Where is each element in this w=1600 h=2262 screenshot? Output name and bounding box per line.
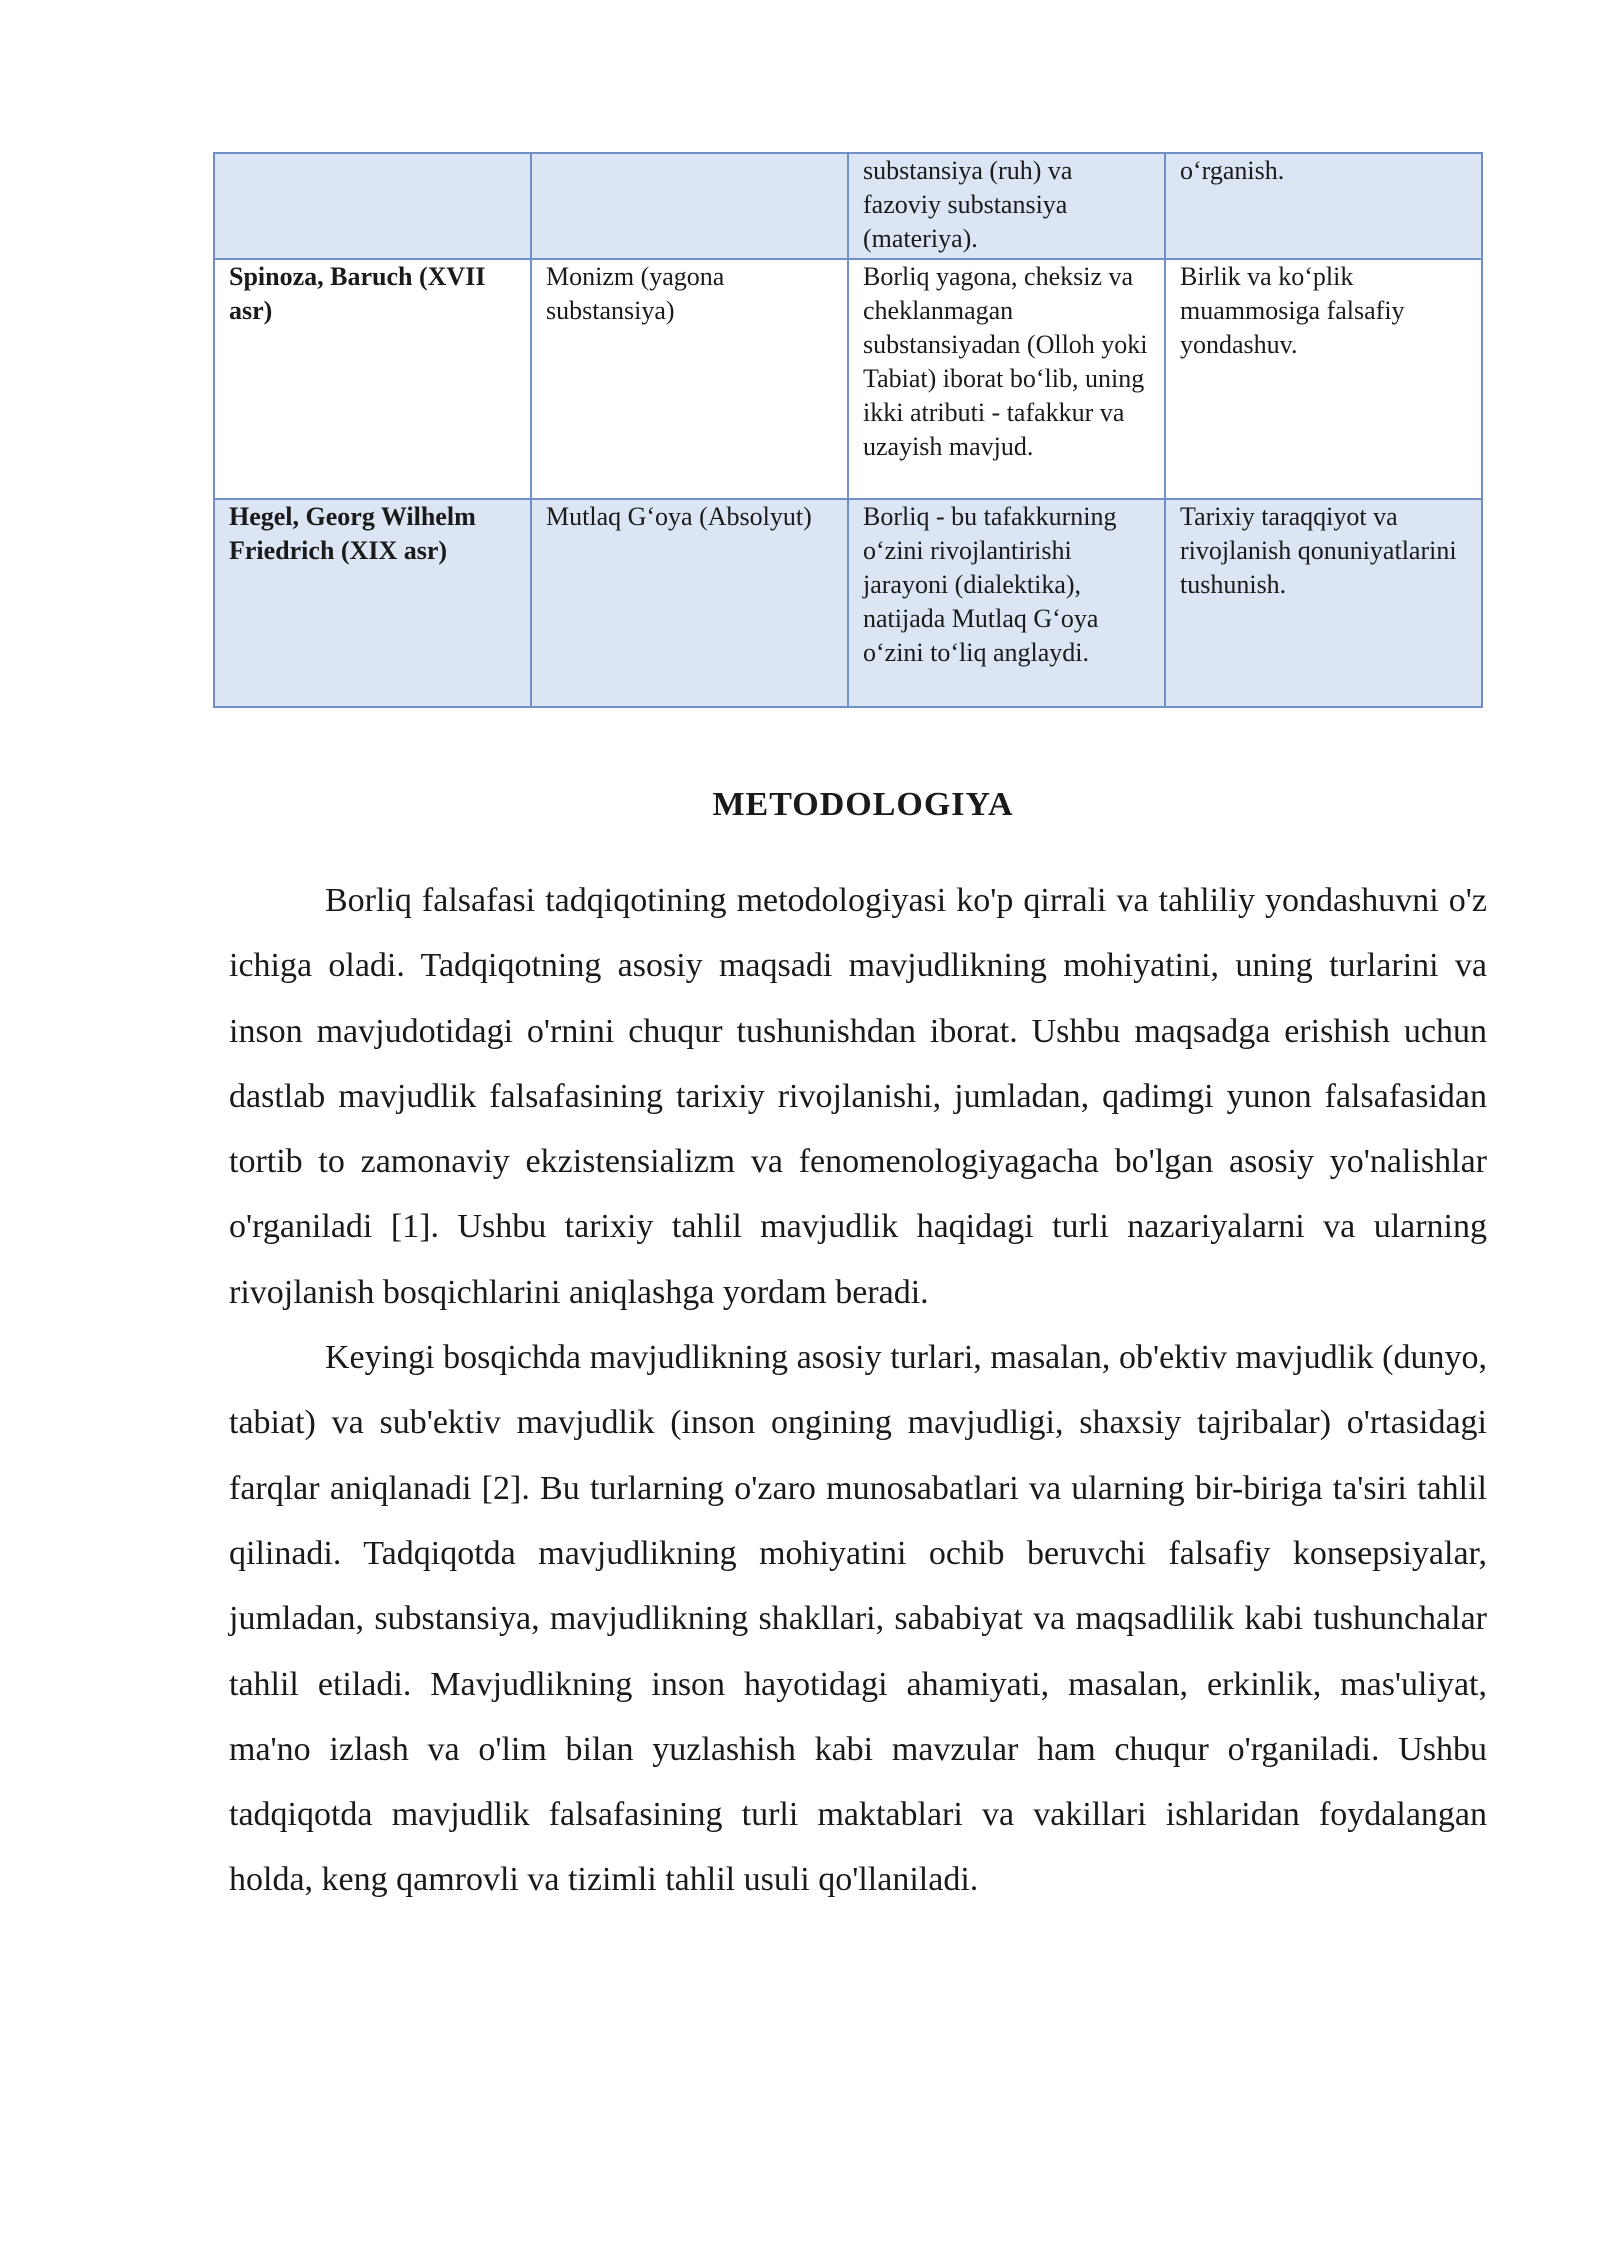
table-row bbox=[214, 153, 1482, 259]
cell-text: Borliq yagona, cheksiz va cheklanmagan substansiyadan (Olloh yoki Tabiat) iborat bo‘lib, uning ikki atributi - tafakkur va uzayish mavjud. bbox=[863, 262, 1148, 461]
paragraph: Borliq falsafasi tadqiqotining metodologiyasi ko'p qirrali va tahliliy yondashuvni o'z ichiga oladi. Tadqiqotning asosiy maqsadi mavjudlikning mohiyatini, uning turlarini va inson mavjudotidagi o'rnini chuqur tushunishdan iborat. Ushbu maqsadga erishish uchun dastlab mavjudlik falsafasining tarixiy rivojlanishi, jumladan, qadimgi yunon falsafasidan tortib to zamonaviy ekzistensializm va fenomenologiyagacha bo'lgan asosiy yo'nalishlar o'rganiladi [1]. Ushbu tarixiy tahlil mavjudlik haqidagi turli nazariyalarni va ularning rivojlanish bosqichlarini aniqlashga yordam beradi. bbox=[229, 882, 1487, 1311]
table-cell-concept bbox=[531, 259, 848, 499]
cell-text: Tarixiy taraqqiyot va rivojlanish qonuniyatlarini tushunish. bbox=[1180, 502, 1457, 599]
cell-text: o‘rganish. bbox=[1180, 156, 1285, 185]
philosophers-table bbox=[213, 152, 1483, 708]
section-heading-text: METODOLOGIYA bbox=[712, 786, 1014, 823]
table-cell-description bbox=[848, 259, 1165, 499]
table-cell-philosopher bbox=[214, 499, 531, 707]
paragraph: Keyingi bosqichda mavjudlikning asosiy turlari, masalan, ob'ektiv mavjudlik (dunyo, tabiat) va sub'ektiv mavjudlik (inson ongining mavjudligi, shaxsiy tajribalar) o'rtasidagi farqlar aniqlanadi [2]. Bu turlarning o'zaro munosabatlari va ularning bir-biriga ta'siri tahlil qilinadi. Tadqiqotda mavjudlikning mohiyatini ochib beruvchi falsafiy konsepsiyalar, jumladan, substansiya, mavjudlikning shakllari, sababiyat va maqsadlilik kabi tushunchalar tahlil etiladi. Mavjudlikning inson hayotidagi ahamiyati, masalan, erkinlik, mas'uliyat, ma'no izlash va o'lim bilan yuzlashish kabi mavzular ham chuqur o'rganiladi. Ushbu tadqiqotda mavjudlik falsafasining turli maktablari va vakillari ishlaridan foydalangan holda, keng qamrovli va tizimli tahlil usuli qo'llaniladi. bbox=[229, 1339, 1487, 1899]
section-heading bbox=[0, 786, 1600, 824]
table-row bbox=[214, 499, 1482, 707]
table-cell-description bbox=[848, 499, 1165, 707]
table-cell-philosopher bbox=[214, 153, 531, 259]
cell-text: Mutlaq G‘oya (Absolyut) bbox=[546, 502, 812, 531]
table-cell-description bbox=[848, 153, 1165, 259]
table-cell-concept bbox=[531, 153, 848, 259]
table-cell-philosopher bbox=[214, 259, 531, 499]
table-row bbox=[214, 259, 1482, 499]
cell-text: Hegel, Georg Wilhelm Friedrich (XIX asr) bbox=[229, 502, 476, 565]
cell-text: Borliq - bu tafakkurning o‘zini rivojlantirishi jarayoni (dialektika), natijada Mutlaq G‘oya o‘zini to‘liq anglaydi. bbox=[863, 502, 1117, 667]
table-cell-significance bbox=[1165, 259, 1482, 499]
table-cell-concept bbox=[531, 499, 848, 707]
section-body bbox=[229, 868, 1487, 1913]
cell-text: Birlik va ko‘plik muammosiga falsafiy yondashuv. bbox=[1180, 262, 1405, 359]
table-cell-significance bbox=[1165, 499, 1482, 707]
cell-text: Spinoza, Baruch (XVII asr) bbox=[229, 262, 486, 325]
cell-text: Monizm (yagona substansiya) bbox=[546, 262, 725, 325]
table-cell-significance bbox=[1165, 153, 1482, 259]
cell-text: substansiya (ruh) va fazoviy substansiya (materiya). bbox=[863, 156, 1073, 253]
